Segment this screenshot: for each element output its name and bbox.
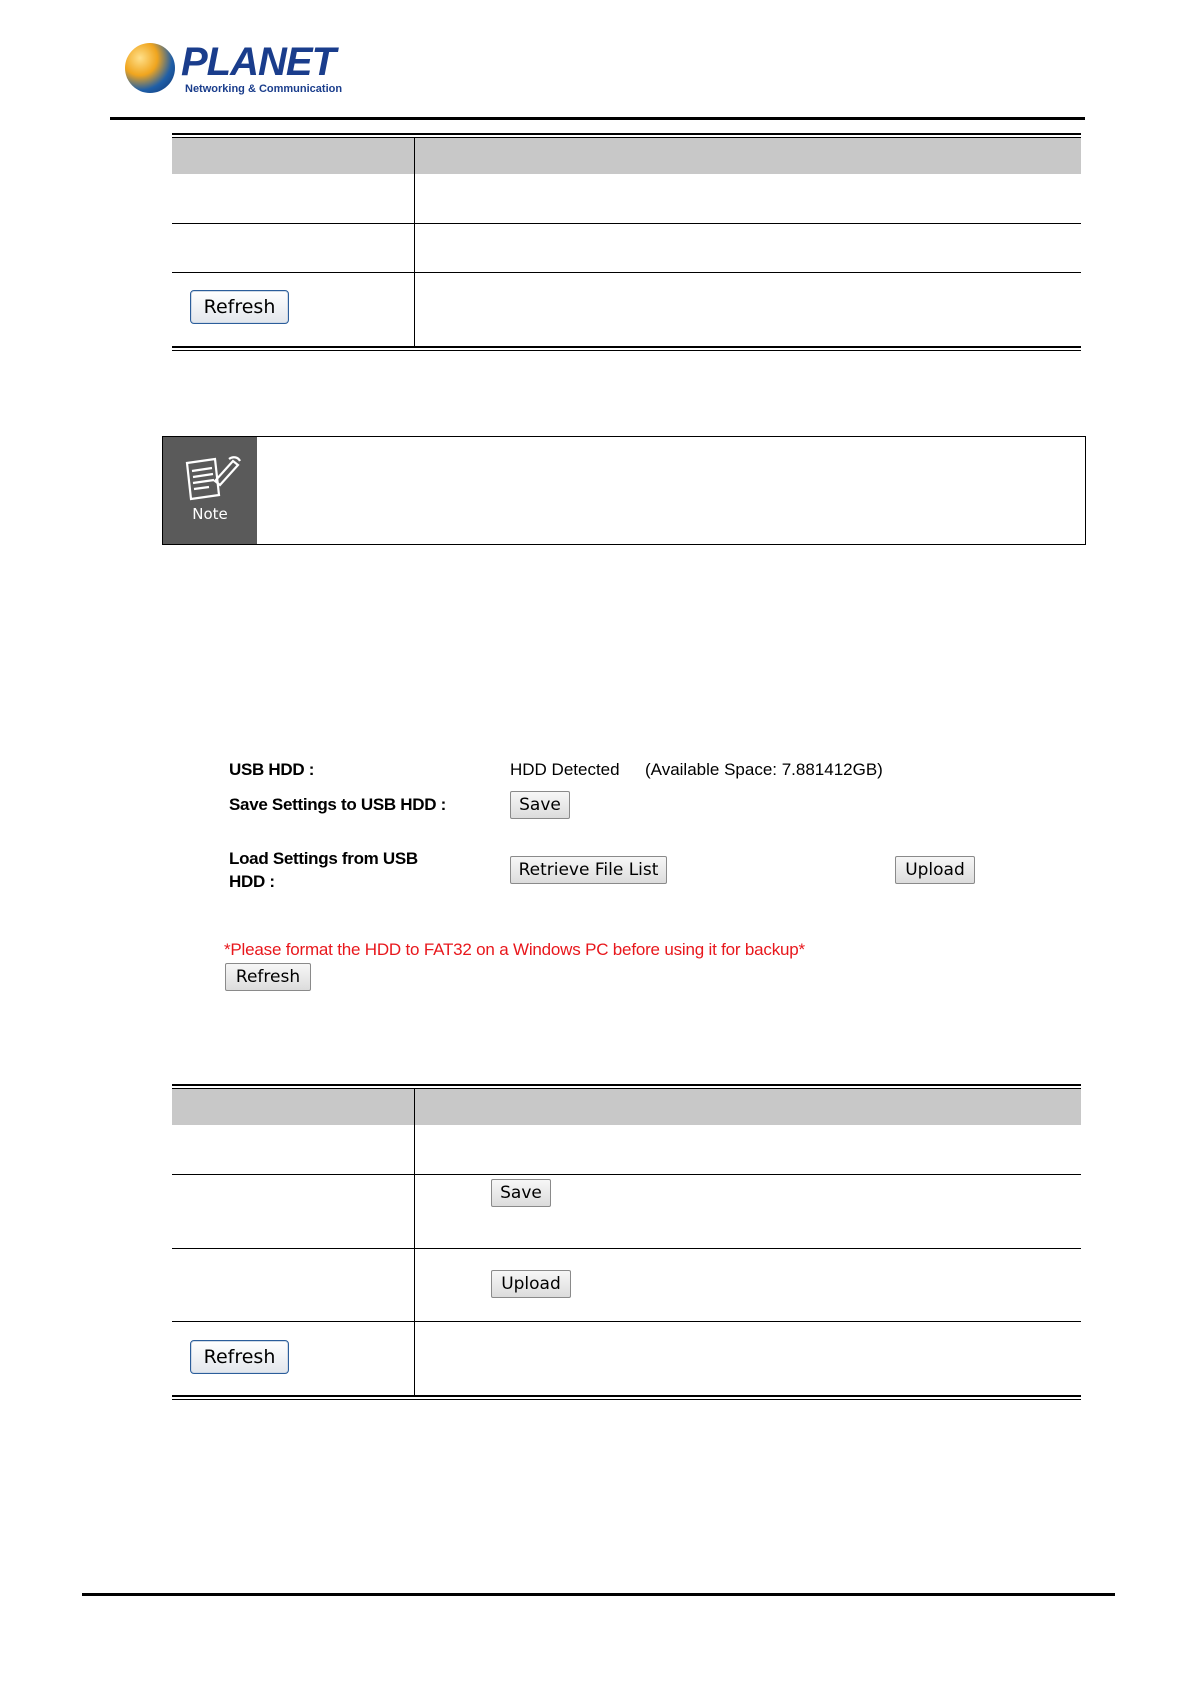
footer-divider	[82, 1593, 1115, 1596]
table-row-divider	[172, 223, 1081, 224]
upload-button[interactable]: Upload	[491, 1270, 571, 1298]
table-bottom-border-inner	[172, 1399, 1081, 1400]
note-icon-panel	[163, 437, 257, 544]
available-space: (Available Space: 7.881412GB)	[645, 760, 883, 779]
notepad-pen-icon	[181, 455, 243, 505]
usb-hdd-status: HDD Detected	[510, 760, 620, 779]
load-settings-label-line2: HDD :	[229, 872, 275, 891]
globe-icon	[125, 43, 175, 93]
load-settings-label-line1: Load Settings from USB	[229, 849, 418, 868]
upload-button[interactable]: Upload	[895, 856, 975, 884]
table-row-divider	[172, 1248, 1081, 1249]
table-header-row	[172, 138, 1081, 174]
table-bottom-border-inner	[172, 350, 1081, 351]
refresh-button[interactable]: Refresh	[225, 963, 311, 991]
save-settings-label: Save Settings to USB HDD :	[229, 795, 447, 814]
refresh-button[interactable]: Refresh	[190, 290, 289, 324]
table-column-divider	[414, 1089, 415, 1397]
brand-name: PLANET	[181, 40, 335, 84]
format-warning: *Please format the HDD to FAT32 on a Windows PC before using it for backup*	[224, 940, 805, 959]
table-bottom-border	[172, 346, 1081, 348]
table-row-divider	[172, 272, 1081, 273]
table-top-border	[172, 133, 1081, 135]
save-button[interactable]: Save	[510, 791, 570, 819]
save-button[interactable]: Save	[491, 1179, 551, 1207]
note-label: Note	[192, 505, 228, 523]
table-row-divider	[172, 1174, 1081, 1175]
table-bottom-border	[172, 1395, 1081, 1397]
retrieve-file-list-button[interactable]: Retrieve File List	[510, 856, 667, 884]
parameter-table-2	[172, 1084, 1081, 1402]
brand-tagline: Networking & Communication	[185, 83, 343, 95]
note-box	[162, 436, 1086, 545]
table-header-row	[172, 1089, 1081, 1125]
usb-hdd-label: USB HDD :	[229, 760, 315, 779]
table-row-divider	[172, 1321, 1081, 1322]
planet-logo	[125, 40, 355, 100]
refresh-button[interactable]: Refresh	[190, 1340, 289, 1374]
table-column-divider	[414, 138, 415, 348]
header-divider	[110, 117, 1085, 120]
parameter-table-1	[172, 133, 1081, 352]
table-top-border	[172, 1084, 1081, 1086]
